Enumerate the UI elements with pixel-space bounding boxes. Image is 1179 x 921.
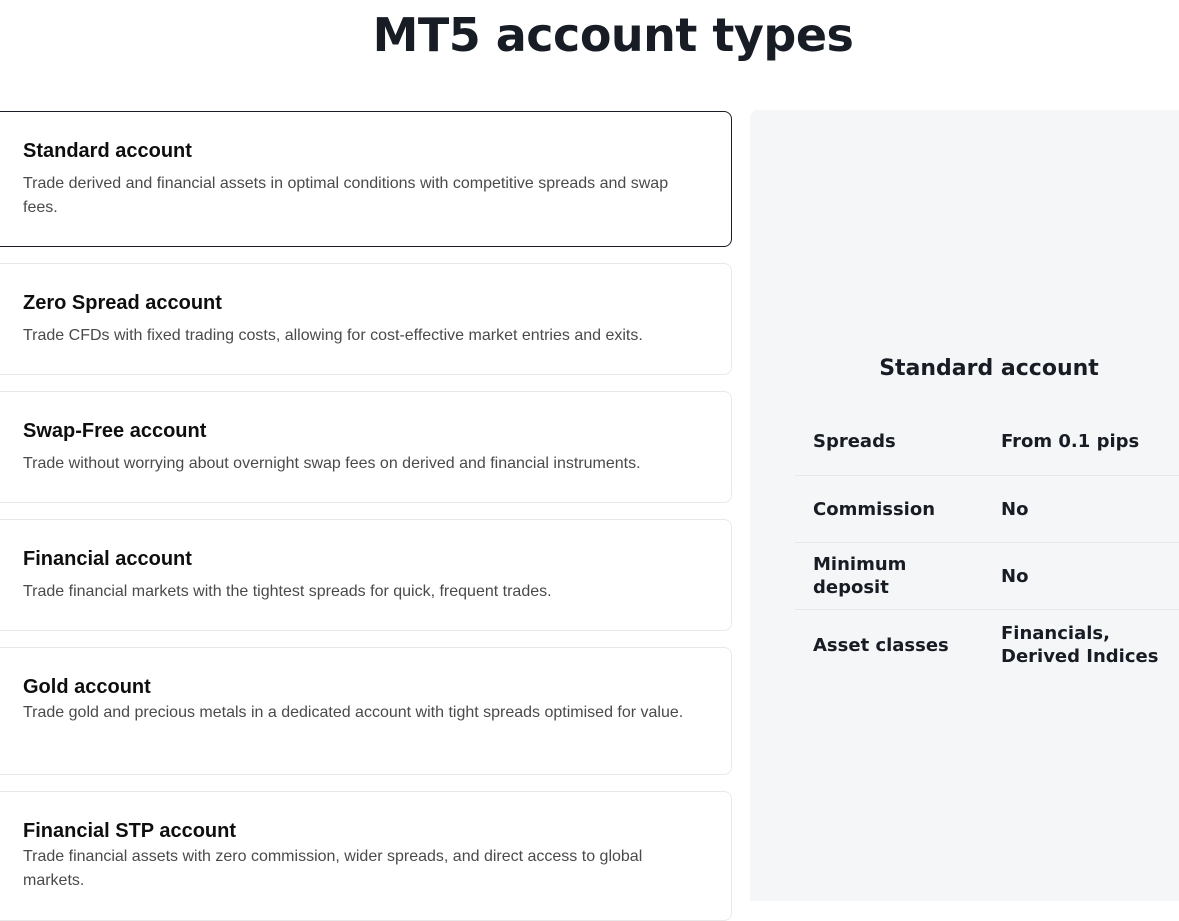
account-description: Trade derived and financial assets in optimal conditions with competitive spreads and swap fees. [23, 175, 669, 216]
details-label: Minimum deposit [813, 554, 907, 598]
account-description: Trade gold and precious metals in a dedicated account with tight spreads optimised for value. [23, 704, 684, 721]
details-title: Standard account [879, 356, 1099, 381]
account-description: Trade CFDs with fixed trading costs, allowing for cost-effective market entries and exits. [23, 327, 643, 344]
account-card-financial[interactable] [0, 519, 732, 631]
details-label: Asset classes [813, 634, 949, 656]
account-description: Trade financial assets with zero commission, wider spreads, and direct access to global markets. [23, 848, 643, 889]
account-name: Zero Spread account [23, 292, 222, 314]
details-label: Spreads [813, 431, 896, 452]
account-card-zero-spread[interactable] [0, 263, 732, 375]
details-value: No [1001, 565, 1029, 587]
account-description: Trade without worrying about overnight swap fees on derived and financial instruments. [23, 455, 641, 472]
account-card-standard[interactable] [0, 111, 732, 247]
details-value: From 0.1 pips [1001, 431, 1140, 452]
account-details-panel [750, 110, 1179, 901]
account-name: Swap-Free account [23, 420, 207, 442]
details-value: No [1001, 498, 1029, 520]
account-name: Financial account [23, 548, 192, 570]
account-card-swap-free[interactable] [0, 391, 732, 503]
account-name: Standard account [23, 140, 192, 162]
account-name: Gold account [23, 676, 151, 698]
details-label: Commission [813, 498, 936, 520]
account-card-gold[interactable] [0, 647, 732, 775]
details-row-asset-classes [795, 610, 1179, 680]
account-card-financial-stp[interactable] [0, 791, 732, 921]
details-row-spreads [795, 408, 1179, 476]
details-row-commission [795, 476, 1179, 543]
account-name: Financial STP account [23, 820, 237, 842]
page-title: MT5 account types [372, 8, 854, 62]
account-description: Trade financial markets with the tightest spreads for quick, frequent trades. [23, 583, 552, 600]
details-value: Financials, Derived Indices [1001, 623, 1159, 667]
details-row-minimum-deposit [795, 543, 1179, 610]
